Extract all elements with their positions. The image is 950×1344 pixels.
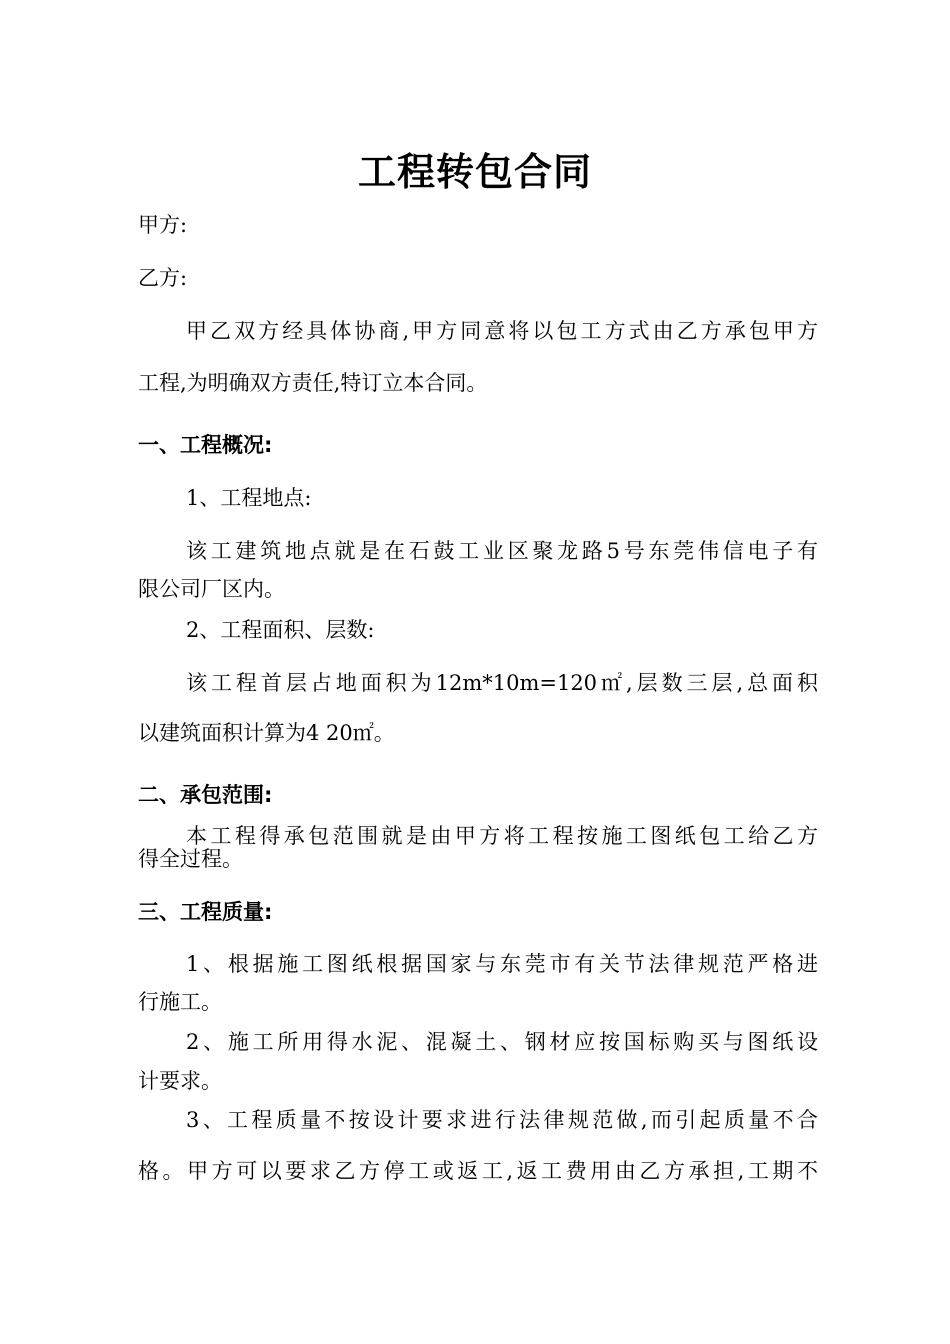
section-2-line-2: 得全过程。 [138, 847, 243, 871]
section-3-item-3-line-1: 3、工程质量不按设计要求进行法律规范做,而引起质量不合 [186, 1108, 818, 1132]
section-3-item-1-line-2: 行施工。 [138, 990, 222, 1014]
section-3-item-2-line-2: 计要求。 [138, 1069, 222, 1093]
section-2-line-1: 本工程得承包范围就是由甲方将工程按施工图纸包工给乙方 [186, 824, 818, 848]
intro-line-2: 工程,为明确双方责任,特订立本合同。 [138, 371, 488, 395]
intro-line-1: 甲乙双方经具体协商,甲方同意将以包工方式由乙方承包甲方 [186, 319, 818, 343]
party-b-label: 乙方: [138, 266, 188, 290]
section-1-heading: 一、工程概况: [138, 433, 273, 457]
document-title: 工程转包合同 [357, 150, 592, 194]
section-1-item-1-line-2: 限公司厂区内。 [138, 577, 285, 601]
section-3-item-2-line-1: 2、施工所用得水泥、混凝土、钢材应按国标购买与图纸设 [186, 1030, 818, 1054]
section-1-item-1-line-1: 该工建筑地点就是在石鼓工业区聚龙路5号东莞伟信电子有 [186, 539, 818, 563]
section-3-item-3-line-2: 格。甲方可以要求乙方停工或返工,返工费用由乙方承担,工期不 [138, 1159, 818, 1183]
section-2-heading: 二、承包范围: [138, 783, 273, 807]
section-3-item-1-line-1: 1、根据施工图纸根据国家与东莞市有关节法律规范严格进 [186, 952, 818, 976]
section-1-item-2-label: 2、工程面积、层数: [186, 618, 375, 642]
section-1-item-2-line-2: 以建筑面积计算为4 20㎡。 [138, 721, 395, 745]
section-3-heading: 三、工程质量: [138, 900, 273, 924]
section-1-item-2-line-1: 该工程首层占地面积为12m*10m=120㎡,层数三层,总面积 [186, 671, 818, 695]
section-1-item-1-label: 1、工程地点: [186, 486, 312, 510]
party-a-label: 甲方: [138, 213, 188, 237]
